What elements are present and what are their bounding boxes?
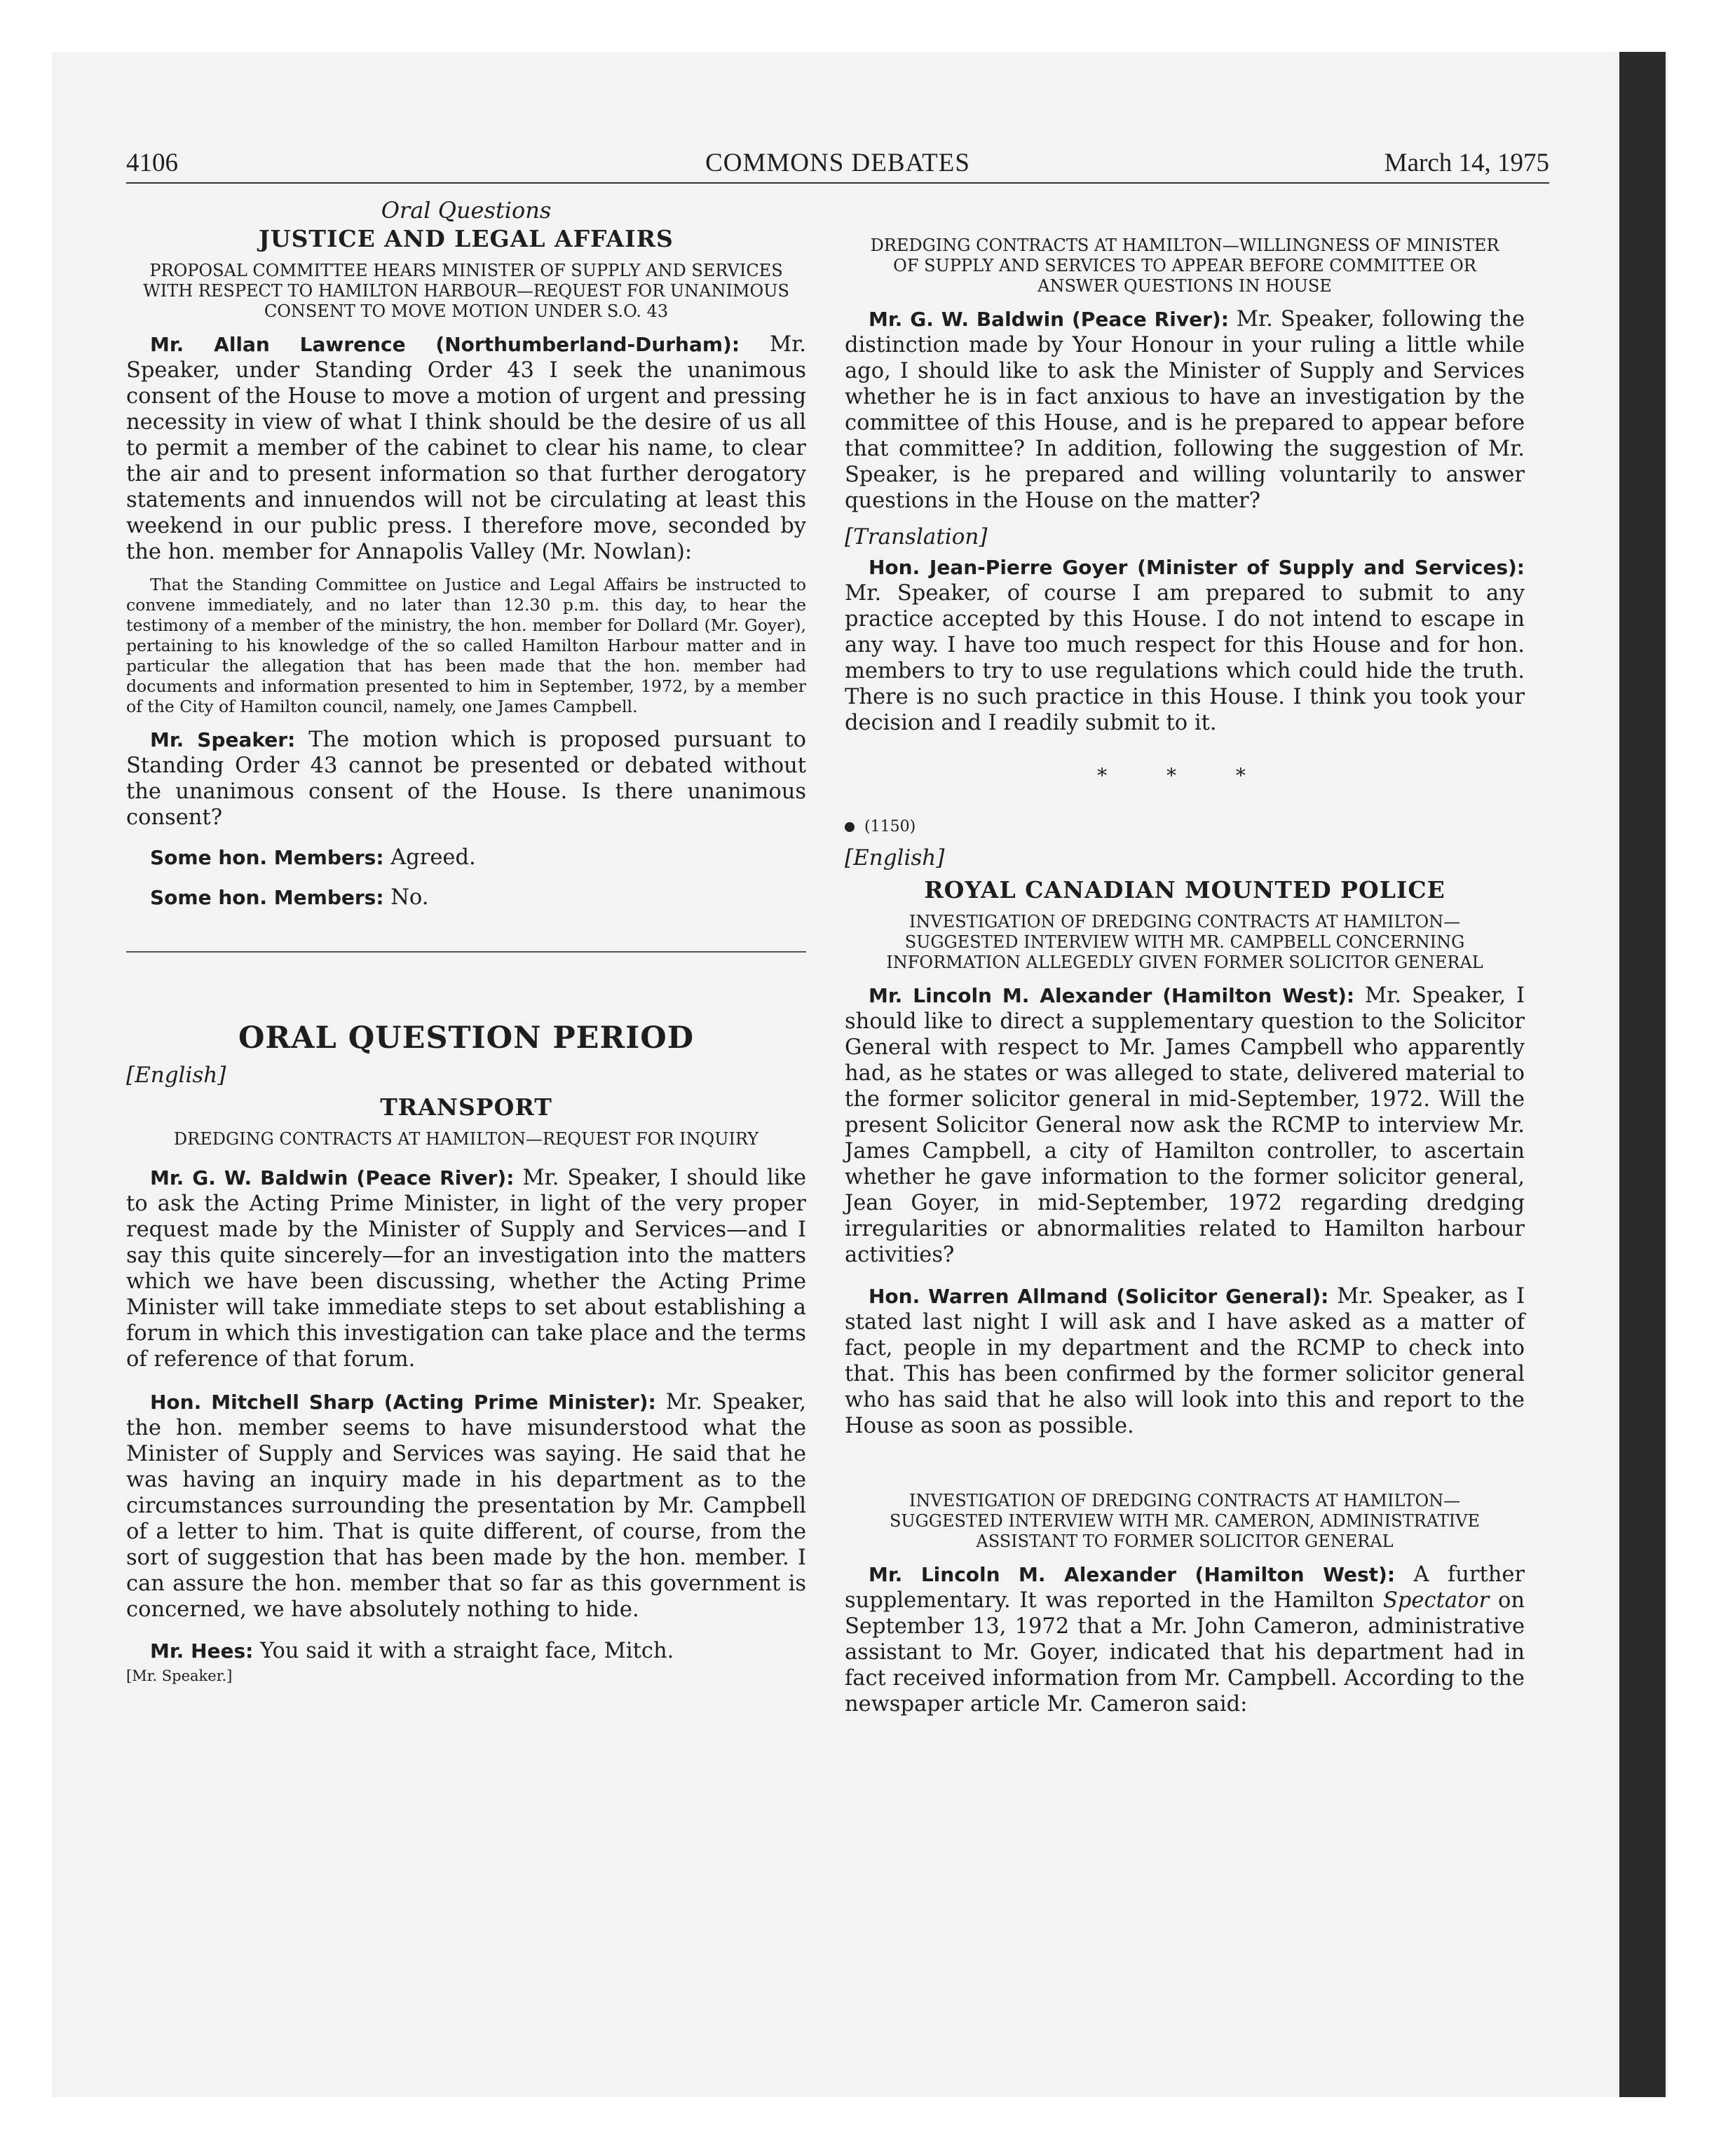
speech-text: Mr. Speaker, under Standing Order 43 I seek the unanimous consent of the House to move a motion of urgent and pressing necessity in view of what I think should be the desire of us all to permit a member of the cabinet to clear his name, to clear the air and to present information so that further derogatory statements and innuendos will not be circulating at least this weekend in our public press. I therefore move, seconded by the hon. member for Annapolis Valley (Mr. Nowlan): xyxy=(126,332,806,564)
subheading-dredging-request: DREDGING CONTRACTS AT HAMILTON—REQUEST FOR INQUIRY xyxy=(173,1129,759,1149)
section-heading-transport: TRANSPORT xyxy=(380,1093,552,1121)
speech-members-agreed xyxy=(126,845,806,871)
speech-text: The motion which is proposed pursuant to Standing Order 43 cannot be presented or debated without the unanimous consent of the House. Is there unanimous consent? xyxy=(126,728,806,830)
subheading-campbell-interview: INVESTIGATION OF DREDGING CONTRACTS AT HAMILTON—SUGGESTED INTERVIEW WITH MR. CAMPBELL CONCERNING INFORMATION ALLEGEDLY GIVEN FORMER SOLICITOR GENERAL xyxy=(886,912,1483,972)
speech-text: Agreed. xyxy=(383,845,476,870)
subheading-cameron-interview: INVESTIGATION OF DREDGING CONTRACTS AT HAMILTON—SUGGESTED INTERVIEW WITH MR. CAMERON, ADMINISTRATIVE ASSISTANT TO FORMER SOLICITOR GENERAL xyxy=(889,1491,1481,1551)
newspaper-name: Spectator xyxy=(1383,1588,1490,1613)
speaker-name: Hon. Warren Allmand (Solicitor General): xyxy=(869,1285,1329,1308)
page-number: 4106 xyxy=(126,149,178,177)
publication-title: COMMONS DEBATES xyxy=(705,149,970,177)
scan-edge-bar xyxy=(1619,52,1666,2097)
speech-alexander-2 xyxy=(845,1562,1525,1717)
speech-text: Mr. Speaker, following the distinction made by Your Honour in your ruling a little while ago, I should like to ask the Minister of Supply and Services whether he is in fact anxious to have an investigation by the committee of this House, and is he prepared to appear before that committee? In addition, following the suggestion of Mr. Speaker, is he prepared and willing voluntarily to answer questions in the House on the matter? xyxy=(845,307,1525,513)
speaker-name: Mr. Lincoln M. Alexander (Hamilton West): xyxy=(869,984,1355,1007)
translation-tag: [Translation] xyxy=(845,524,988,550)
speech-baldwin xyxy=(126,1165,806,1372)
speech-text: on September 13, 1972 that a Mr. John Cameron, administrative assistant to Mr. Goyer, indicated that his department had in fact received information from Mr. Campbell. According to the newspaper article Mr. Cameron said: xyxy=(845,1588,1525,1717)
speaker-name: Mr. G. W. Baldwin (Peace River): xyxy=(150,1166,515,1189)
speech-text: You said it with a straight face, Mitch. xyxy=(253,1639,674,1663)
speech-goyer xyxy=(845,554,1525,736)
speaker-name: Some hon. Members: xyxy=(150,846,384,869)
speaker-name: Hon. Mitchell Sharp (Acting Prime Minister): xyxy=(150,1391,656,1414)
speech-text: Mr. Speaker, I should like to ask the Acting Prime Minister, in light of the very proper request made by the Minister of Supply and Services—and I say this quite sincerely—for an investigation into the matters which we have been discussing, whether the Acting Prime Minister will take immediate steps to set about establishing a forum in which this investigation can take place and the terms of reference of that forum. xyxy=(126,1166,806,1372)
speaker-name: Hon. Jean-Pierre Goyer (Minister of Supply and Services): xyxy=(869,556,1525,579)
section-heading-rcmp: ROYAL CANADIAN MOUNTED POLICE xyxy=(924,876,1445,903)
language-tag: [English] xyxy=(126,1063,226,1088)
language-tag: [English] xyxy=(845,845,945,871)
big-heading-oral-question-period: ORAL QUESTION PERIOD xyxy=(238,1021,695,1056)
speech-speaker xyxy=(126,727,806,831)
speech-text: Mr. Speaker, of course I am prepared to submit to any practice accepted by this House. I do not intend to escape in any way. I have too much respect for this House and for hon. members to try to use regulations which could hide the truth. There is no such practice in this House. I think you took your decision and I readily submit to it. xyxy=(845,581,1525,735)
right-column xyxy=(845,236,1525,1727)
left-column xyxy=(126,196,806,1685)
speech-lawrence xyxy=(126,332,806,565)
page-date: March 14, 1975 xyxy=(1384,149,1549,177)
speech-hees xyxy=(126,1638,806,1664)
speech-members-no xyxy=(126,885,806,910)
continuation-note: [Mr. Speaker.] xyxy=(126,1667,233,1684)
speech-allmand xyxy=(845,1283,1525,1439)
speaker-name: Mr. Lincoln M. Alexander (Hamilton West): xyxy=(869,1563,1396,1586)
speaker-name: Mr. Allan Lawrence (Northumberland-Durham): xyxy=(150,333,740,356)
section-divider xyxy=(126,951,806,953)
page-header xyxy=(126,146,1549,184)
speech-sharp xyxy=(126,1389,806,1623)
speaker-name: Some hon. Members: xyxy=(150,886,384,909)
speech-text: Mr. Speaker, I should like to direct a supplementary question to the Solicitor General with respect to Mr. James Campbell who apparently had, as he states or was alleged to state, delivered material to the former solicitor general in mid-September, 1972. Will the present Solicitor General now ask the RCMP to interview Mr. James Campbell, a city of Hamilton controller, to ascertain whether he gave information to the former solicitor general, Jean Goyer, in mid-September, 1972 regarding dredging irregularities or abnormalities related to Hamilton harbour activities? xyxy=(845,983,1525,1267)
speech-text: Mr. Speaker, the hon. member seems to have misunderstood what the Minister of Supply and Services was saying. He said that he was having an inquiry made in his department as to the circumstances surrounding the presentation by Mr. Campbell of a letter to him. That is quite different, of course, from the sort of suggestion that has been made by the hon. member. I can assure the hon. member that so far as this government is concerned, we have absolutely nothing to hide. xyxy=(126,1390,807,1622)
speech-text: A further supplementary. It was reported in the Hamilton xyxy=(845,1562,1525,1613)
section-stars: * * * xyxy=(1097,764,1272,787)
speaker-name: Mr. Hees: xyxy=(150,1639,254,1663)
speech-alexander xyxy=(845,983,1525,1268)
subheading-proposal: PROPOSAL COMMITTEE HEARS MINISTER OF SUPPLY AND SERVICES WITH RESPECT TO HAMILTON HARBOUR—REQUEST FOR UNANIMOUS CONSENT TO MOVE MOTION UNDER S.O. 43 xyxy=(143,261,789,321)
time-marker-text: (1150) xyxy=(864,818,916,835)
subheading-willingness: DREDGING CONTRACTS AT HAMILTON—WILLINGNESS OF MINISTER OF SUPPLY AND SERVICES TO APPEAR BEFORE COMMITTEE OR ANSWER QUESTIONS IN HOUSE xyxy=(870,236,1499,296)
kicker-oral-questions: Oral Questions xyxy=(381,197,552,224)
speaker-name: Mr. Speaker: xyxy=(150,728,296,751)
speech-baldwin-2 xyxy=(845,306,1525,514)
section-heading-justice: JUSTICE AND LEGAL AFFAIRS xyxy=(259,225,674,252)
speech-text: No. xyxy=(383,885,429,910)
speech-text: Mr. Speaker, as I stated last night I will ask and I have asked as a matter of fact, people in my department and the RCMP to check into that. This has been confirmed by the former solicitor general who has said that he also will look into this and report to the House as soon as possible. xyxy=(845,1284,1525,1438)
bullet-dot-icon xyxy=(845,822,855,832)
time-marker xyxy=(845,817,1525,838)
motion-text: That the Standing Committee on Justice and Legal Affairs be instructed to convene immediately, and no later than 12.30 p.m. this day, to hear the testimony of a member of the ministry, the hon. member for Dollard (Mr. Goyer), pertaining to his knowledge of the so called Hamilton Harbour matter and in particular the allegation that has been made that the hon. member had documents and information presented to him in September, 1972, by a member of the City of Hamilton council, namely, one James Campbell. xyxy=(126,575,806,716)
speaker-name: Mr. G. W. Baldwin (Peace River): xyxy=(869,308,1229,331)
